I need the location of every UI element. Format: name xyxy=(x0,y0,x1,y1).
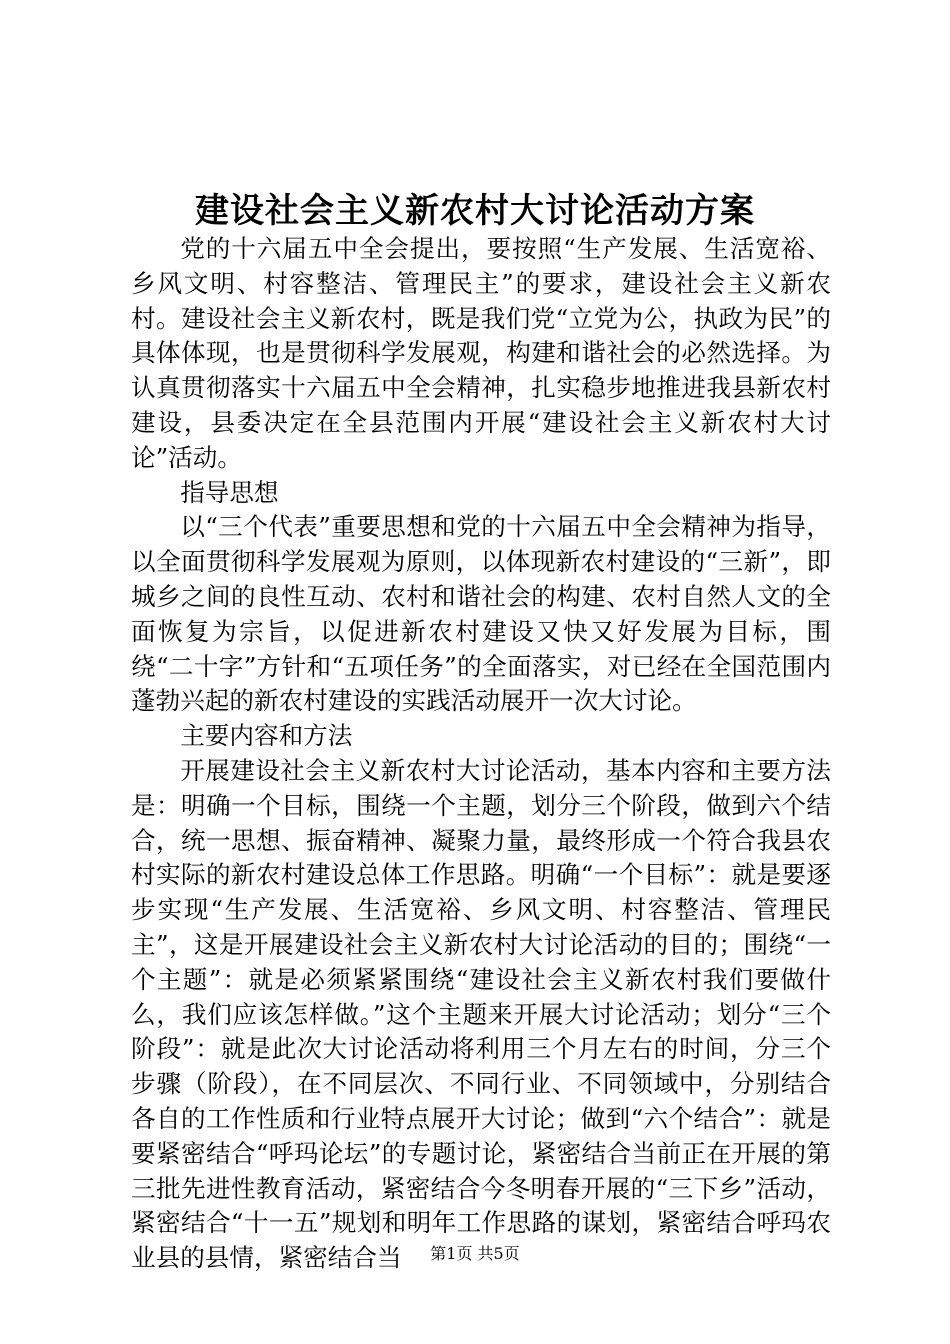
page-footer: 第1页 共5页 xyxy=(430,1244,520,1263)
document-body xyxy=(131,232,831,1276)
paragraph-content-methods: 开展建设社会主义新农村大讨论活动，基本内容和主要方法是：明确一个目标，围绕一个主题，划分三个阶段，做到六个结合，统一思想、振奋精神、凝聚力量，最终形成一个符合我县农村实际的新农村建设总体工作思路。明确“一个目标”：就是要逐步实现“生产发展、生活宽裕、乡风文明、村容整洁、管理民主”，这是开展建设社会主义新农村大讨论活动的目的；围绕“一个主题”：就是必须紧紧围绕“建设社会主义新农村我们要做什么，我们应该怎样做。”这个主题来开展大讨论活动；划分“三个阶段”：就是此次大讨论活动将利用三个月左右的时间，分三个步骤（阶段），在不同层次、不同行业、不同领域中，分别结合各自的工作性质和行业特点展开大讨论；做到“六个结合”：就是要紧密结合“呼玛论坛”的专题讨论，紧密结合当前正在开展的第三批先进性教育活动，紧密结合今冬明春开展的“三下乡”活动，紧密结合“十一五”规划和明年工作思路的谋划，紧密结合呼玛农业县的县情，紧密结合当 xyxy=(131,755,831,1273)
paragraph-intro: 党的十六届五中全会提出，要按照“生产发展、生活宽裕、乡风文明、村容整洁、管理民主”的要求，建设社会主义新农村。建设社会主义新农村，既是我们党“立党为公，执政为民”的具体体现，也是贯彻科学发展观，构建和谐社会的必然选择。为认真贯彻落实十六届五中全会精神，扎实稳步地推进我县新农村建设，县委决定在全县范围内开展“建设社会主义新农村大讨论”活动。 xyxy=(131,234,831,472)
section-heading-guiding-ideology: 指导思想 xyxy=(180,477,279,507)
paragraph-guiding-ideology: 以“三个代表”重要思想和党的十六届五中全会精神为指导，以全面贯彻科学发展观为原则，以体现新农村建设的“三新”，即城乡之间的良性互动、农村和谐社会的构建、农村自然人文的全面恢复为宗旨，以促进新农村建设又快又好发展为目标，围绕“二十字”方针和“五项任务”的全面落实，对已经在全国范围内蓬勃兴起的新农村建设的实践活动展开一次大讨论。 xyxy=(131,512,831,716)
document-title: 建设社会主义新农村大讨论活动方案 xyxy=(195,191,755,231)
section-heading-content-methods: 主要内容和方法 xyxy=(180,721,353,751)
